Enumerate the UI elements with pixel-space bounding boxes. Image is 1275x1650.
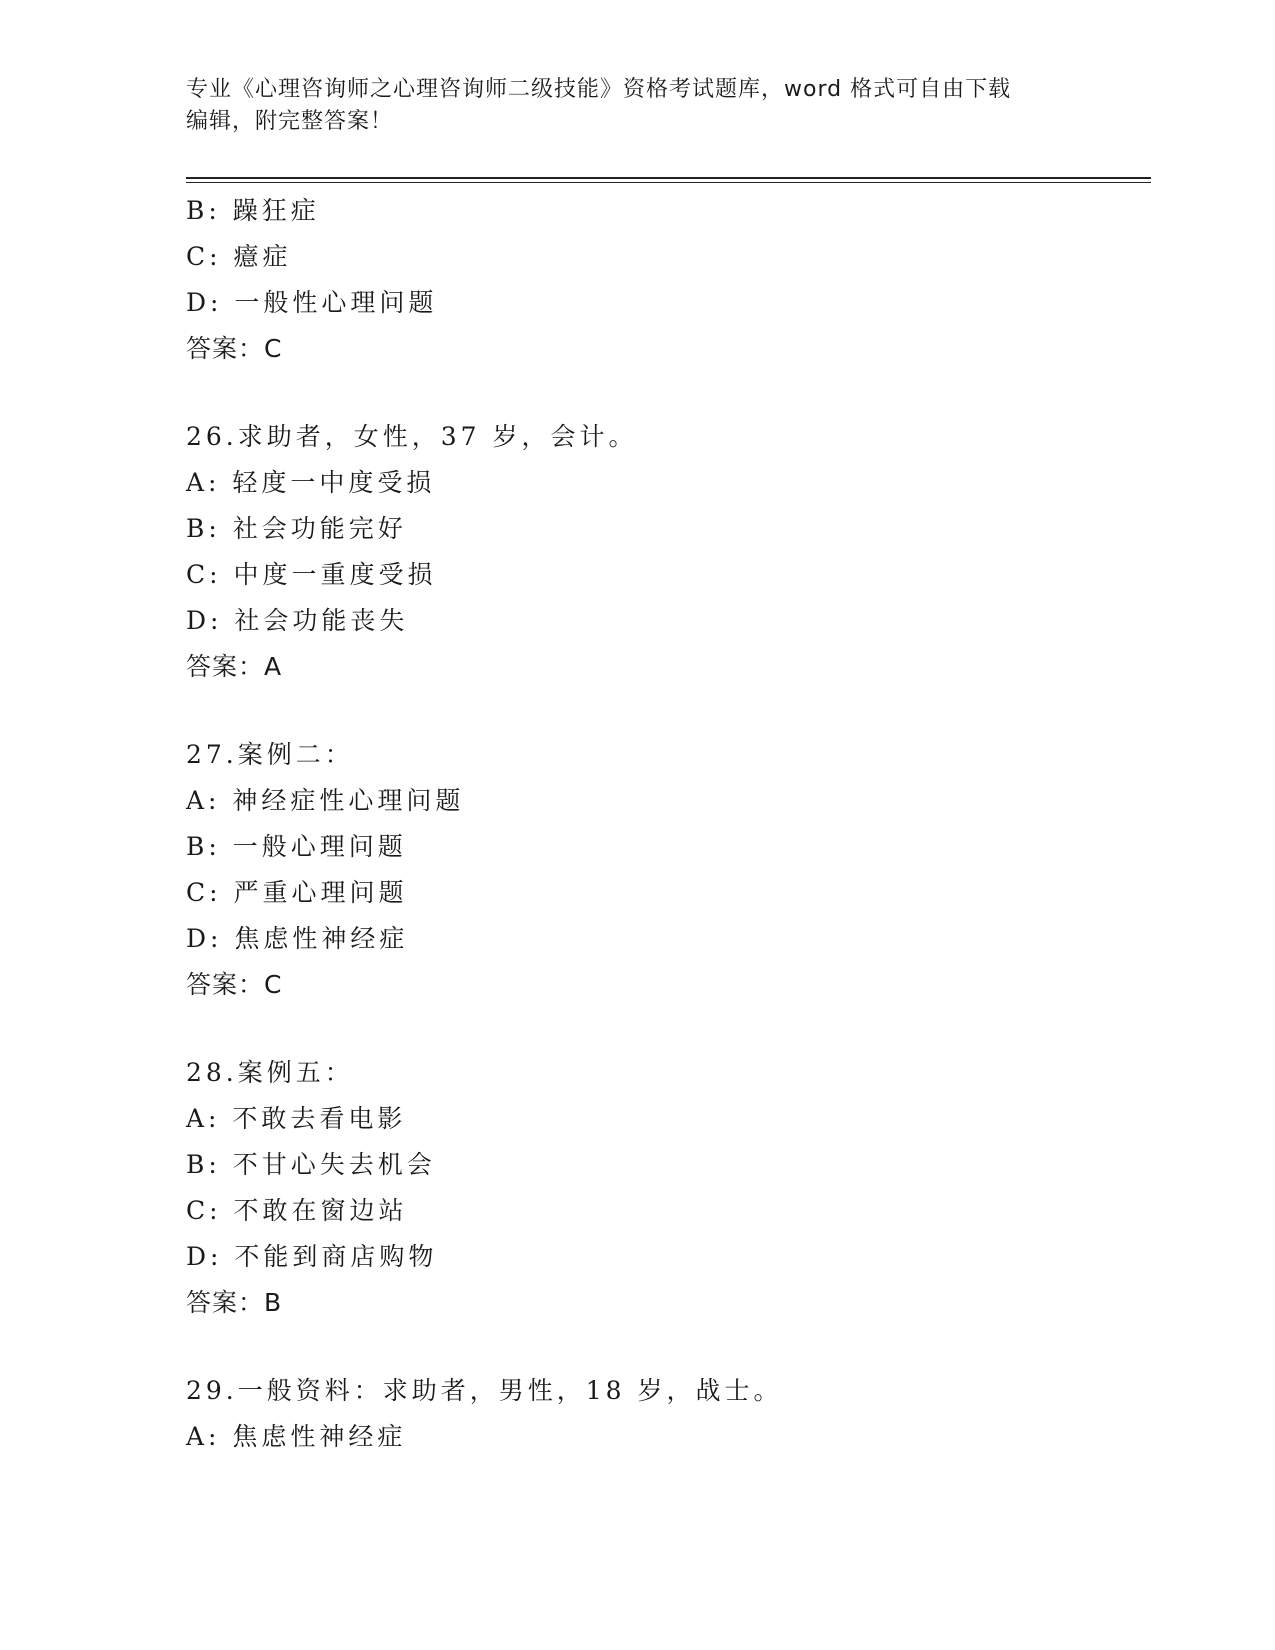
block-spacer <box>186 1008 1146 1050</box>
answer-option: C: 中度一重度受损 <box>186 560 437 589</box>
answer-option: C: 严重心理问题 <box>186 878 408 907</box>
answer-option: A: 轻度一中度受损 <box>186 468 436 497</box>
answer-option: A: 神经症性心理问题 <box>186 786 465 815</box>
answer-option: D: 不能到商店购物 <box>186 1242 438 1271</box>
block-spacer <box>186 690 1146 732</box>
question-list <box>186 188 1146 1460</box>
answer-option: B: 不甘心失去机会 <box>186 1150 436 1179</box>
answer-option: C: 癔症 <box>186 242 292 271</box>
document-header <box>186 74 1086 138</box>
question-text: 27.案例二： <box>186 740 354 769</box>
header-divider-thin <box>186 182 1151 183</box>
answer-option: A: 焦虑性神经症 <box>186 1422 407 1451</box>
answer-option: B: 社会功能完好 <box>186 514 407 543</box>
question-block <box>186 188 1146 372</box>
header-line-1: 专业《心理咨询师之心理咨询师二级技能》资格考试题库，word 格式可自由下载 <box>186 77 1012 102</box>
answer-option: D: 焦虑性神经症 <box>186 924 409 953</box>
question-block <box>186 1368 1146 1460</box>
answer-option: A: 不敢去看电影 <box>186 1104 407 1133</box>
answer-option: D: 一般性心理问题 <box>186 288 438 317</box>
question-block <box>186 1050 1146 1326</box>
question-text: 28.案例五： <box>186 1058 354 1087</box>
answer-key: 答案：A <box>186 652 283 681</box>
answer-option: B: 一般心理问题 <box>186 832 407 861</box>
header-divider-thick <box>186 177 1151 179</box>
answer-key: 答案：C <box>186 970 283 999</box>
answer-key: 答案：B <box>186 1288 283 1317</box>
block-spacer <box>186 1326 1146 1368</box>
question-text: 26.求助者，女性，37 岁，会计。 <box>186 422 638 451</box>
answer-option: C: 不敢在窗边站 <box>186 1196 408 1225</box>
header-line-2: 编辑，附完整答案！ <box>186 109 394 134</box>
answer-option: D: 社会功能丧失 <box>186 606 409 635</box>
answer-option: B: 躁狂症 <box>186 196 320 225</box>
question-block <box>186 414 1146 690</box>
block-spacer <box>186 372 1146 414</box>
answer-key: 答案：C <box>186 334 283 363</box>
question-block <box>186 732 1146 1008</box>
question-text: 29.一般资料：求助者，男性，18 岁，战士。 <box>186 1376 783 1405</box>
